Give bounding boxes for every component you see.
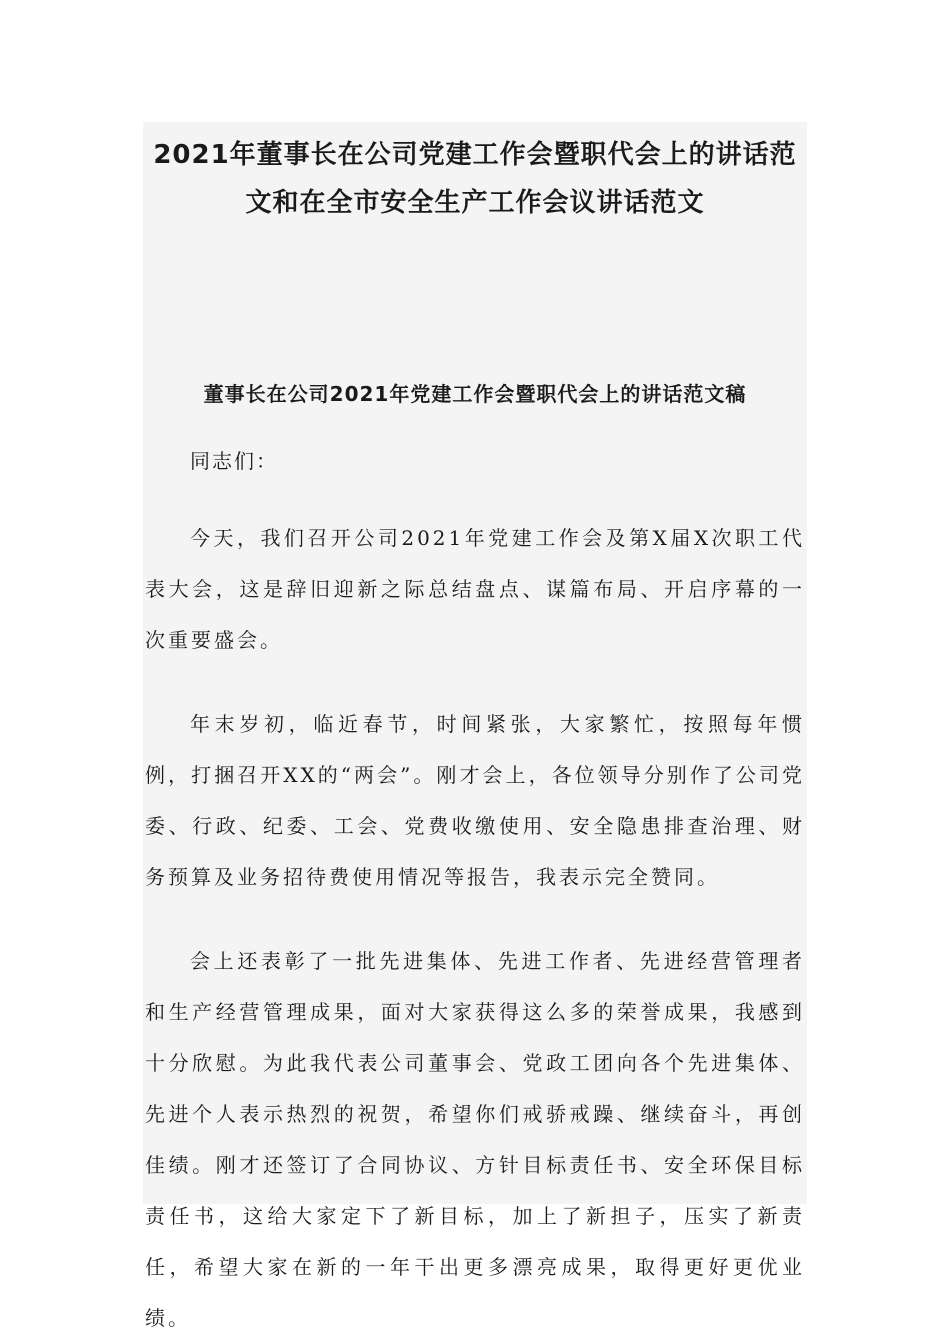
document-title: 2021年董事长在公司党建工作会暨职代会上的讲话范文和在全市安全生产工作会议讲话范文 — [153, 140, 797, 218]
section-heading: 董事长在公司2021年党建工作会暨职代会上的讲话范文稿 — [203, 382, 747, 406]
paragraph-2: 年末岁初，临近春节，时间紧张，大家繁忙，按照每年惯例，打捆召开XX的“两会”。刚才会上，各位领导分别作了公司党委、行政、纪委、工会、党费收缴使用、安全隐患排查治理、财务预算及业务招待费使用情况等报告，我表示完全赞同。 — [145, 712, 805, 889]
paragraph-3: 会上还表彰了一批先进集体、先进工作者、先进经营管理者和生产经营管理成果，面对大家获得这么多的荣誉成果，我感到十分欣慰。为此我代表公司董事会、党政工团向各个先进集体、先进个人表示热烈的祝贺，希望你们戒骄戒躁、继续奋斗，再创佳绩。刚才还签订了合同协议、方针目标责任书、安全环保目标责任书，这给大家定下了新目标，加上了新担子，压实了新责任，希望大家在新的一年干出更多漂亮成果，取得更好更优业绩。 — [145, 949, 805, 1330]
salutation: 同志们： — [190, 449, 278, 473]
paragraph-1: 今天，我们召开公司2021年党建工作会及第X届X次职工代表大会，这是辞旧迎新之际总结盘点、谋篇布局、开启序幕的一次重要盛会。 — [145, 526, 805, 652]
document-body — [145, 125, 805, 1344]
